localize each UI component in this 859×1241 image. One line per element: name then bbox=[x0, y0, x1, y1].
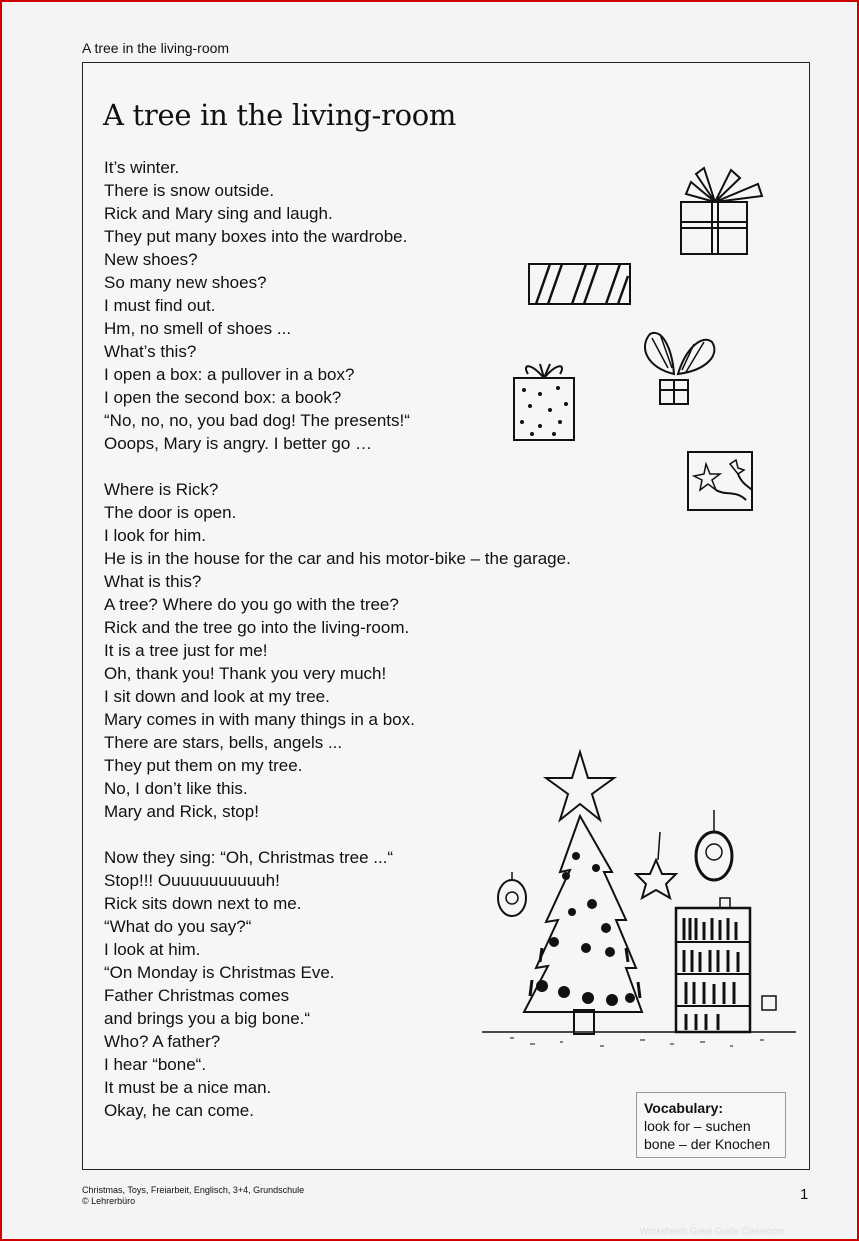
story-line: “No, no, no, you bad dog! The presents!“ bbox=[104, 411, 410, 430]
story-line: New shoes? bbox=[104, 250, 198, 269]
story-line: There is snow outside. bbox=[104, 181, 275, 200]
footer-info bbox=[82, 1185, 304, 1207]
watermark: Worksheets Great Guide Classroom bbox=[640, 1226, 785, 1236]
footer-tags: Christmas, Toys, Freiarbeit, Englisch, 3+4, Grundschule bbox=[82, 1185, 305, 1195]
story-line: It is a tree just for me! bbox=[104, 641, 268, 660]
footer-copyright: © Lehrerbüro bbox=[82, 1196, 136, 1206]
story-line: I must find out. bbox=[104, 296, 216, 315]
story-line: A tree? Where do you go with the tree? bbox=[104, 595, 399, 614]
star-gift-icon bbox=[686, 450, 756, 514]
story-line: Now they sing: “Oh, Christmas tree ...“ bbox=[104, 848, 394, 867]
wall-socket-icon bbox=[762, 996, 776, 1010]
story-line: So many new shoes? bbox=[104, 273, 267, 292]
striped-box-icon bbox=[528, 262, 632, 306]
story-line: Who? A father? bbox=[104, 1032, 221, 1051]
story-line: Mary and Rick, stop! bbox=[104, 802, 259, 821]
hanging-ornament-left-icon bbox=[498, 872, 526, 916]
story-line: I look at him. bbox=[104, 940, 201, 959]
story-line: I hear “bone“. bbox=[104, 1055, 207, 1074]
story-line: Hm, no smell of shoes ... bbox=[104, 319, 292, 338]
story-line: Rick and the tree go into the living-room. bbox=[104, 618, 410, 637]
story-line: Rick sits down next to me. bbox=[104, 894, 302, 913]
story-line: They put them on my tree. bbox=[104, 756, 303, 775]
story-line: They put many boxes into the wardrobe. bbox=[104, 227, 408, 246]
story-line: It’s winter. bbox=[104, 158, 180, 177]
dotted-gift-icon bbox=[510, 360, 580, 444]
story-line: I sit down and look at my tree. bbox=[104, 687, 330, 706]
vocabulary-entry: bone – der Knochen bbox=[644, 1136, 771, 1152]
story-line: “What do you say?“ bbox=[104, 917, 252, 936]
story-line: No, I don’t like this. bbox=[104, 779, 248, 798]
story-line: Ooops, Mary is angry. I better go … bbox=[104, 434, 373, 453]
story-line: What’s this? bbox=[104, 342, 197, 361]
story-line: Father Christmas comes bbox=[104, 986, 290, 1005]
tree-top-star-icon bbox=[546, 752, 614, 820]
story-line: “On Monday is Christmas Eve. bbox=[104, 963, 335, 982]
story-line: I open the second box: a book? bbox=[104, 388, 342, 407]
story-line: I open a box: a pullover in a box? bbox=[104, 365, 355, 384]
story-line: The door is open. bbox=[104, 503, 237, 522]
story-line: What is this? bbox=[104, 572, 202, 591]
story-line: Rick and Mary sing and laugh. bbox=[104, 204, 333, 223]
story-line: Mary comes in with many things in a box. bbox=[104, 710, 415, 729]
gift-box-bow-icon bbox=[676, 164, 766, 259]
story-line: He is in the house for the car and his motor-bike – the garage. bbox=[104, 549, 571, 568]
vocabulary-box bbox=[636, 1092, 786, 1158]
page-number: 1 bbox=[800, 1186, 809, 1203]
christmas-tree-icon bbox=[524, 816, 642, 1034]
story-line: Where is Rick? bbox=[104, 480, 219, 499]
story-line: Oh, thank you! Thank you very much! bbox=[104, 664, 387, 683]
hanging-star-icon bbox=[636, 832, 676, 898]
story-line: I look for him. bbox=[104, 526, 207, 545]
story-line: and brings you a big bone.“ bbox=[104, 1009, 311, 1028]
story-line: There are stars, bells, angels ... bbox=[104, 733, 343, 752]
bookshelf-icon bbox=[676, 898, 750, 1032]
vocabulary-heading: Vocabulary: bbox=[644, 1100, 724, 1116]
story-line: Okay, he can come. bbox=[104, 1101, 254, 1120]
story-line: It must be a nice man. bbox=[104, 1078, 272, 1097]
page-title: A tree in the living-room bbox=[103, 98, 457, 132]
running-header: A tree in the living-room bbox=[82, 40, 230, 56]
framed-portrait-icon bbox=[696, 810, 732, 880]
story-line: Stop!!! Ouuuuuuuuuuh! bbox=[104, 871, 280, 890]
round-gift-icon bbox=[638, 328, 722, 408]
christmas-tree-scene-illustration bbox=[480, 752, 800, 1062]
vocabulary-entry: look for – suchen bbox=[644, 1118, 751, 1134]
